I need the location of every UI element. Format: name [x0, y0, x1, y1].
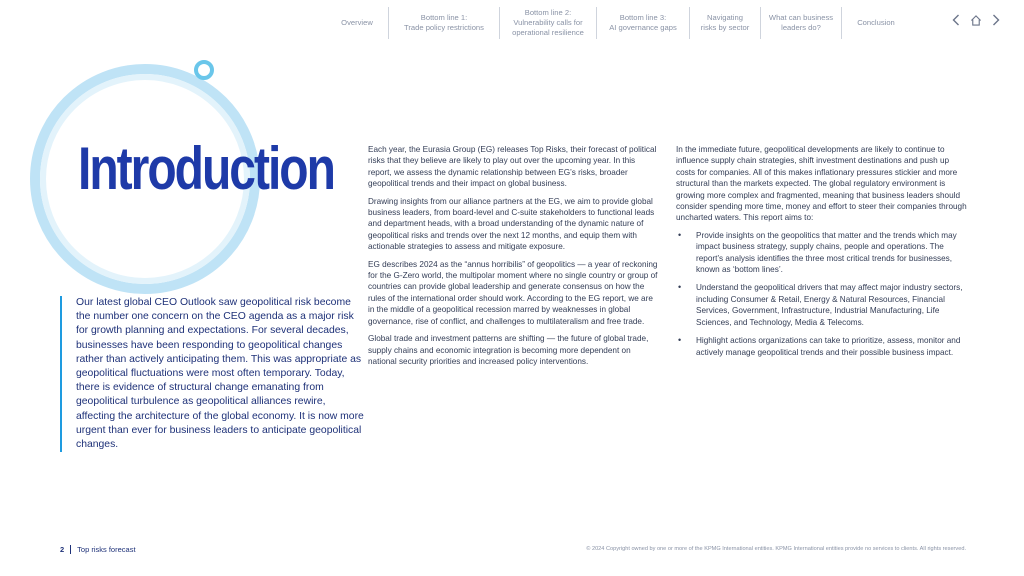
list-item: • Understand the geopolitical drivers that may affect major industry sectors, including Consumer & Retail, Energy & Natural Resources, Financial Services, Government, Infrastructure, Industrial Manufacturing, Life Sciences, and Technology, Media & Telecoms.: [676, 282, 968, 328]
body-paragraph: Drawing insights from our alliance partners at the EG, we aim to provide global business leaders, from board-level and C-suite stakeholders to functional leads and department heads, with a broad understanding of the dynamic nature of geopolitical risks and trends over the next 12 months, and equip them with actionable strategies to assess and mitigate exposure.: [368, 196, 655, 252]
page-number: 2: [60, 545, 65, 554]
body-paragraph: EG describes 2024 as the “annus horribilis” of geopolitics — a year of reckoning for the G-Zero world, the multipolar moment where no single country or group of countries can provide global leadership and generate consensus on how the rules of the international order should work. According to the EG report, we are in the middle of a geopolitical recession marred by weaknesses in global governance, rise of conflict, and challenges to multilateralism and free trade.: [368, 259, 658, 326]
intro-paragraph: Our latest global CEO Outlook saw geopolitical risk become the number one concern on the CEO agenda as a major risk for growth planning and expectations. For several decades, businesses have been responding to geopolitical changes rather than actively anticipating them. This was appropriate as geopolitical fluctuations were most often temporary. Today, there is evidence of structural change emanating from geopolitical turbulence as geopolitical alliances rewire, affecting the architecture of the global economy. It is now more urgent than ever for business leaders to anticipate geopolitical changes.: [60, 296, 366, 452]
nav-item-overview[interactable]: Overview: [341, 18, 373, 27]
body-column-2: [676, 144, 968, 365]
home-icon[interactable]: [970, 13, 982, 27]
page-title: Introduction: [78, 135, 334, 202]
aims-list: [676, 230, 968, 358]
footer-divider: [70, 545, 71, 554]
body-paragraph: Global trade and investment patterns are shifting — the future of global trade, supply chains and economic integration is becoming more dependent on national security priorities and increased policy interventions.: [368, 334, 649, 366]
nav-item-conclusion[interactable]: Conclusion: [857, 18, 895, 27]
copyright-text: © 2024 Copyright owned by one or more of the KPMG International entities. KPMG International entities provide no services to clients. All rights reserved.: [586, 546, 966, 552]
body-column-1: [368, 144, 658, 373]
chevron-right-icon[interactable]: [990, 13, 1002, 27]
nav-item-bottom-line-3[interactable]: Bottom line 3: AI governance gaps: [609, 13, 677, 32]
nav-item-bottom-line-1[interactable]: Bottom line 1: Trade policy restrictions: [404, 13, 484, 32]
nav-item-what-can-leaders-do[interactable]: What can business leaders do?: [768, 13, 834, 32]
decorative-small-ring: [194, 60, 214, 80]
nav-controls: [950, 13, 1002, 27]
nav-item-bottom-line-2[interactable]: Bottom line 2: Vulnerability calls for operational resilience: [512, 8, 584, 37]
footer-page-info: [60, 545, 136, 554]
body-paragraph: Each year, the Eurasia Group (EG) releases Top Risks, their forecast of political risks that they believe are likely to play out over the upcoming year. In this report, we assess the dynamic relationship between EG’s risks, broader geopolitical trends and their impact on global business.: [368, 145, 657, 189]
body-paragraph: In the immediate future, geopolitical developments are likely to continue to influence supply chain strategies, shift investment destinations and push up costs for companies. All of this makes inflationary pressures stickier and more structural than the markets expected. The global regulatory environment is growing more complex and fragmented, meaning that business leaders should consider spending more time, money and effort to steer their companies through uncharted waters. This report aims to:: [676, 145, 967, 223]
nav-item-navigating-risks[interactable]: Navigating risks by sector: [700, 13, 750, 32]
document-title: Top risks forecast: [77, 545, 136, 554]
list-item: • Provide insights on the geopolitics that matter and the trends which may impact business strategy, supply chains, people and operations. The report’s analysis identifies the three most critical trends for businesses, known as ‘bottom lines’.: [676, 230, 968, 276]
list-item: • Highlight actions organizations can take to prioritize, assess, monitor and actively manage geopolitical trends and their possible business impact.: [676, 335, 968, 358]
chevron-left-icon[interactable]: [950, 13, 962, 27]
top-navigation: [326, 6, 910, 40]
